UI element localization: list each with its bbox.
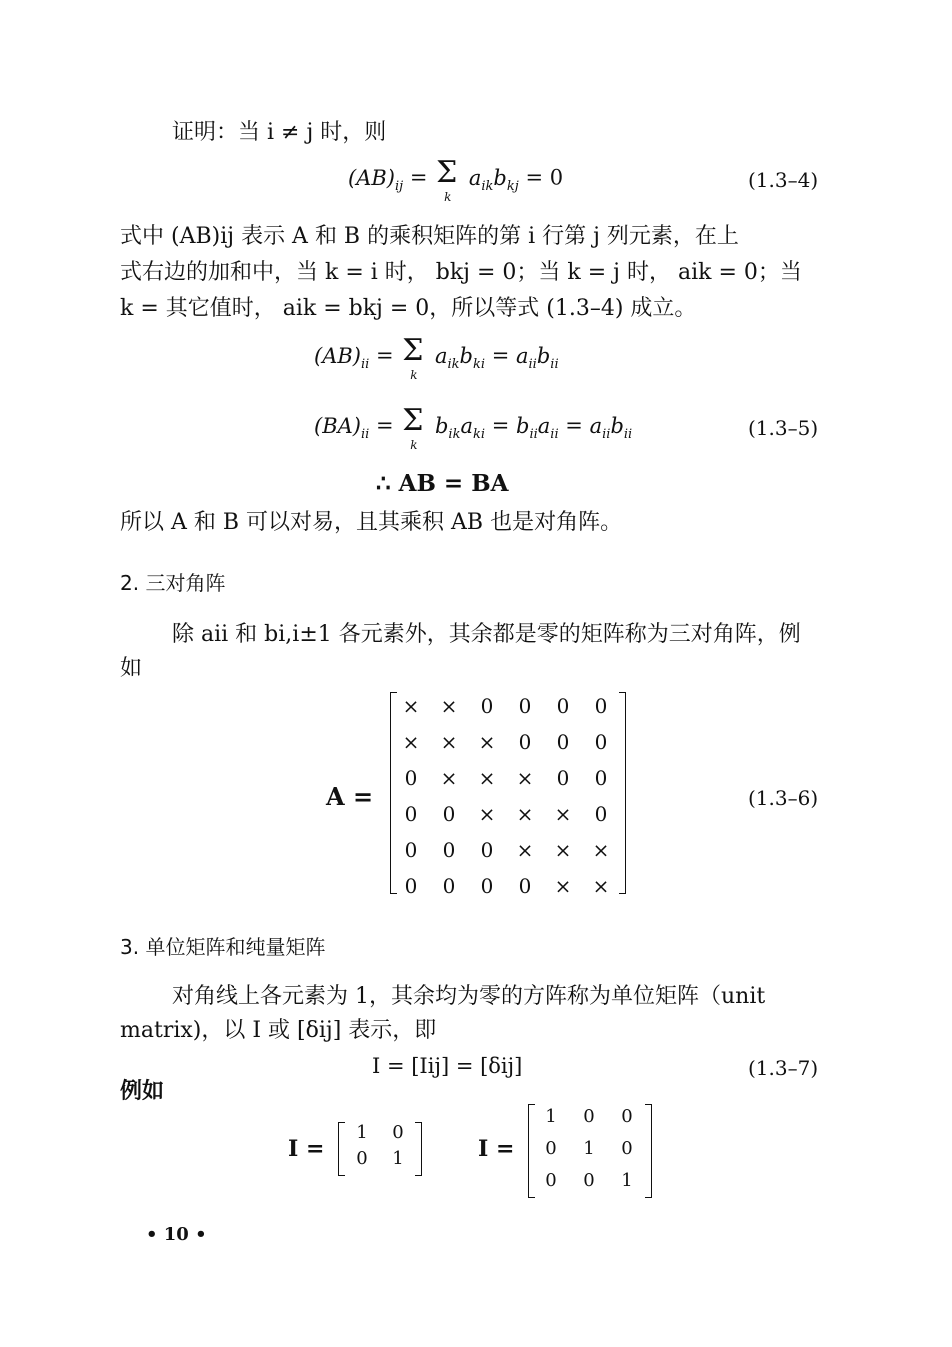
section-3-paragraph-line2: matrix)，以 I 或 [δij] 表示，即	[120, 1018, 437, 1043]
matrix-cell: 1	[583, 1138, 595, 1159]
matrix-cell: ×	[478, 730, 496, 754]
matrix-cell: ×	[440, 730, 458, 754]
matrix-cell: ×	[440, 694, 458, 718]
tridiagonal-matrix	[390, 692, 626, 896]
matrix-cell: ×	[478, 802, 496, 826]
equation-1-3-5: $(BA)_{ii}$ = Σ k $b_{ik}a_{ki} = b_{ii}a_{ii} = a_{ii}b_{ii}$	[314, 403, 633, 452]
matrix-cell: ×	[516, 766, 534, 790]
identity-2x2-label: I =	[288, 1136, 325, 1162]
proof-paragraph-line2: 式右边的加和中，当 k = i 时， bkj = 0；当 k = j 时， aik = 0；当	[120, 260, 802, 285]
matrix-cell: 1	[621, 1170, 633, 1191]
matrix-cell: ×	[440, 766, 458, 790]
equation-1-3-4: $(AB)_{ij}$ = Σ k $a_{ik}b_{kj} = 0$	[348, 155, 564, 204]
page-number: • 10 •	[146, 1224, 207, 1245]
example-label: 例如	[120, 1078, 165, 1104]
matrix-cell: ×	[554, 874, 572, 898]
sum-symbol-icon: Σ k	[402, 333, 424, 382]
section-2-heading: 2. 三对角阵	[120, 571, 226, 595]
equation-number-1-3-6: (1.3–6)	[748, 786, 819, 810]
matrix-cell: ×	[402, 694, 420, 718]
matrix-cell: 0	[556, 730, 570, 754]
matrix-cell: 0	[480, 874, 494, 898]
matrix-cell: 0	[518, 874, 532, 898]
matrix-cell: ×	[516, 838, 534, 862]
therefore-line: ∴ AB = BA	[376, 470, 509, 497]
matrix-cell: 0	[545, 1170, 557, 1191]
matrix-cell: 1	[356, 1122, 368, 1143]
identity-matrix-3x3	[528, 1104, 652, 1200]
equation-1-3-7: I = [Iij] = [δij]	[372, 1054, 523, 1078]
matrix-cell: 1	[392, 1148, 404, 1169]
matrix-cell: 0	[621, 1106, 633, 1127]
matrix-cell: 0	[556, 766, 570, 790]
matrix-cell: ×	[554, 802, 572, 826]
equation-ab-ii: $(AB)_{ii}$ = Σ k $a_{ik}b_{ki} = a_{ii}b_{ii}$	[314, 333, 559, 382]
matrix-cell: 0	[404, 874, 418, 898]
matrix-cell: 0	[480, 694, 494, 718]
matrix-cell: ×	[402, 730, 420, 754]
section-2-paragraph-line1: 除 aii 和 bi,i±1 各元素外，其余都是零的矩阵称为三对角阵，例	[172, 622, 801, 647]
matrix-cell: 0	[594, 802, 608, 826]
matrix-cell: 0	[545, 1138, 557, 1159]
matrix-cell: 0	[404, 838, 418, 862]
matrix-cell: 0	[442, 802, 456, 826]
matrix-cell: 0	[594, 766, 608, 790]
identity-3x3-label: I =	[478, 1136, 515, 1162]
matrix-cell: 0	[480, 838, 494, 862]
matrix-cell: 0	[518, 730, 532, 754]
matrix-a-label: A =	[326, 782, 374, 811]
proof-paragraph-line3: k = 其它值时， aik = bkj = 0，所以等式 (1.3–4) 成立。	[120, 296, 697, 321]
equation-number-1-3-4: (1.3–4)	[748, 168, 819, 192]
matrix-cell: 0	[556, 694, 570, 718]
matrix-cell: ×	[516, 802, 534, 826]
matrix-cell: ×	[554, 838, 572, 862]
sum-symbol-icon: Σ k	[402, 403, 424, 452]
matrix-cell: 0	[594, 694, 608, 718]
matrix-cell: 0	[356, 1148, 368, 1169]
matrix-cell: 0	[404, 766, 418, 790]
equation-number-1-3-7: (1.3–7)	[748, 1056, 819, 1080]
proof-conclusion: 所以 A 和 B 可以对易，且其乘积 AB 也是对角阵。	[120, 510, 623, 535]
matrix-cell: 1	[545, 1106, 557, 1127]
matrix-cell: ×	[592, 874, 610, 898]
matrix-cell: 0	[392, 1122, 404, 1143]
matrix-cell: 0	[518, 694, 532, 718]
matrix-cell: 0	[404, 802, 418, 826]
matrix-cell: 0	[583, 1170, 595, 1191]
matrix-cell: 0	[442, 838, 456, 862]
section-2-paragraph-line2: 如	[120, 656, 143, 681]
equation-number-1-3-5: (1.3–5)	[748, 416, 819, 440]
section-3-heading: 3. 单位矩阵和纯量矩阵	[120, 935, 326, 959]
proof-paragraph-line1: 式中 (AB)ij 表示 A 和 B 的乘积矩阵的第 i 行第 j 列元素，在上	[120, 224, 739, 249]
matrix-cell: ×	[478, 766, 496, 790]
matrix-cell: 0	[583, 1106, 595, 1127]
identity-matrix-2x2	[338, 1122, 422, 1178]
section-3-paragraph-line1: 对角线上各元素为 1，其余均为零的方阵称为单位矩阵（unit	[172, 984, 766, 1009]
matrix-cell: 0	[442, 874, 456, 898]
matrix-cell: 0	[621, 1138, 633, 1159]
sum-symbol-icon: Σ k	[436, 155, 458, 204]
matrix-cell: 0	[594, 730, 608, 754]
matrix-cell: ×	[592, 838, 610, 862]
proof-intro: 证明：当 i ≠ j 时，则	[172, 120, 387, 145]
